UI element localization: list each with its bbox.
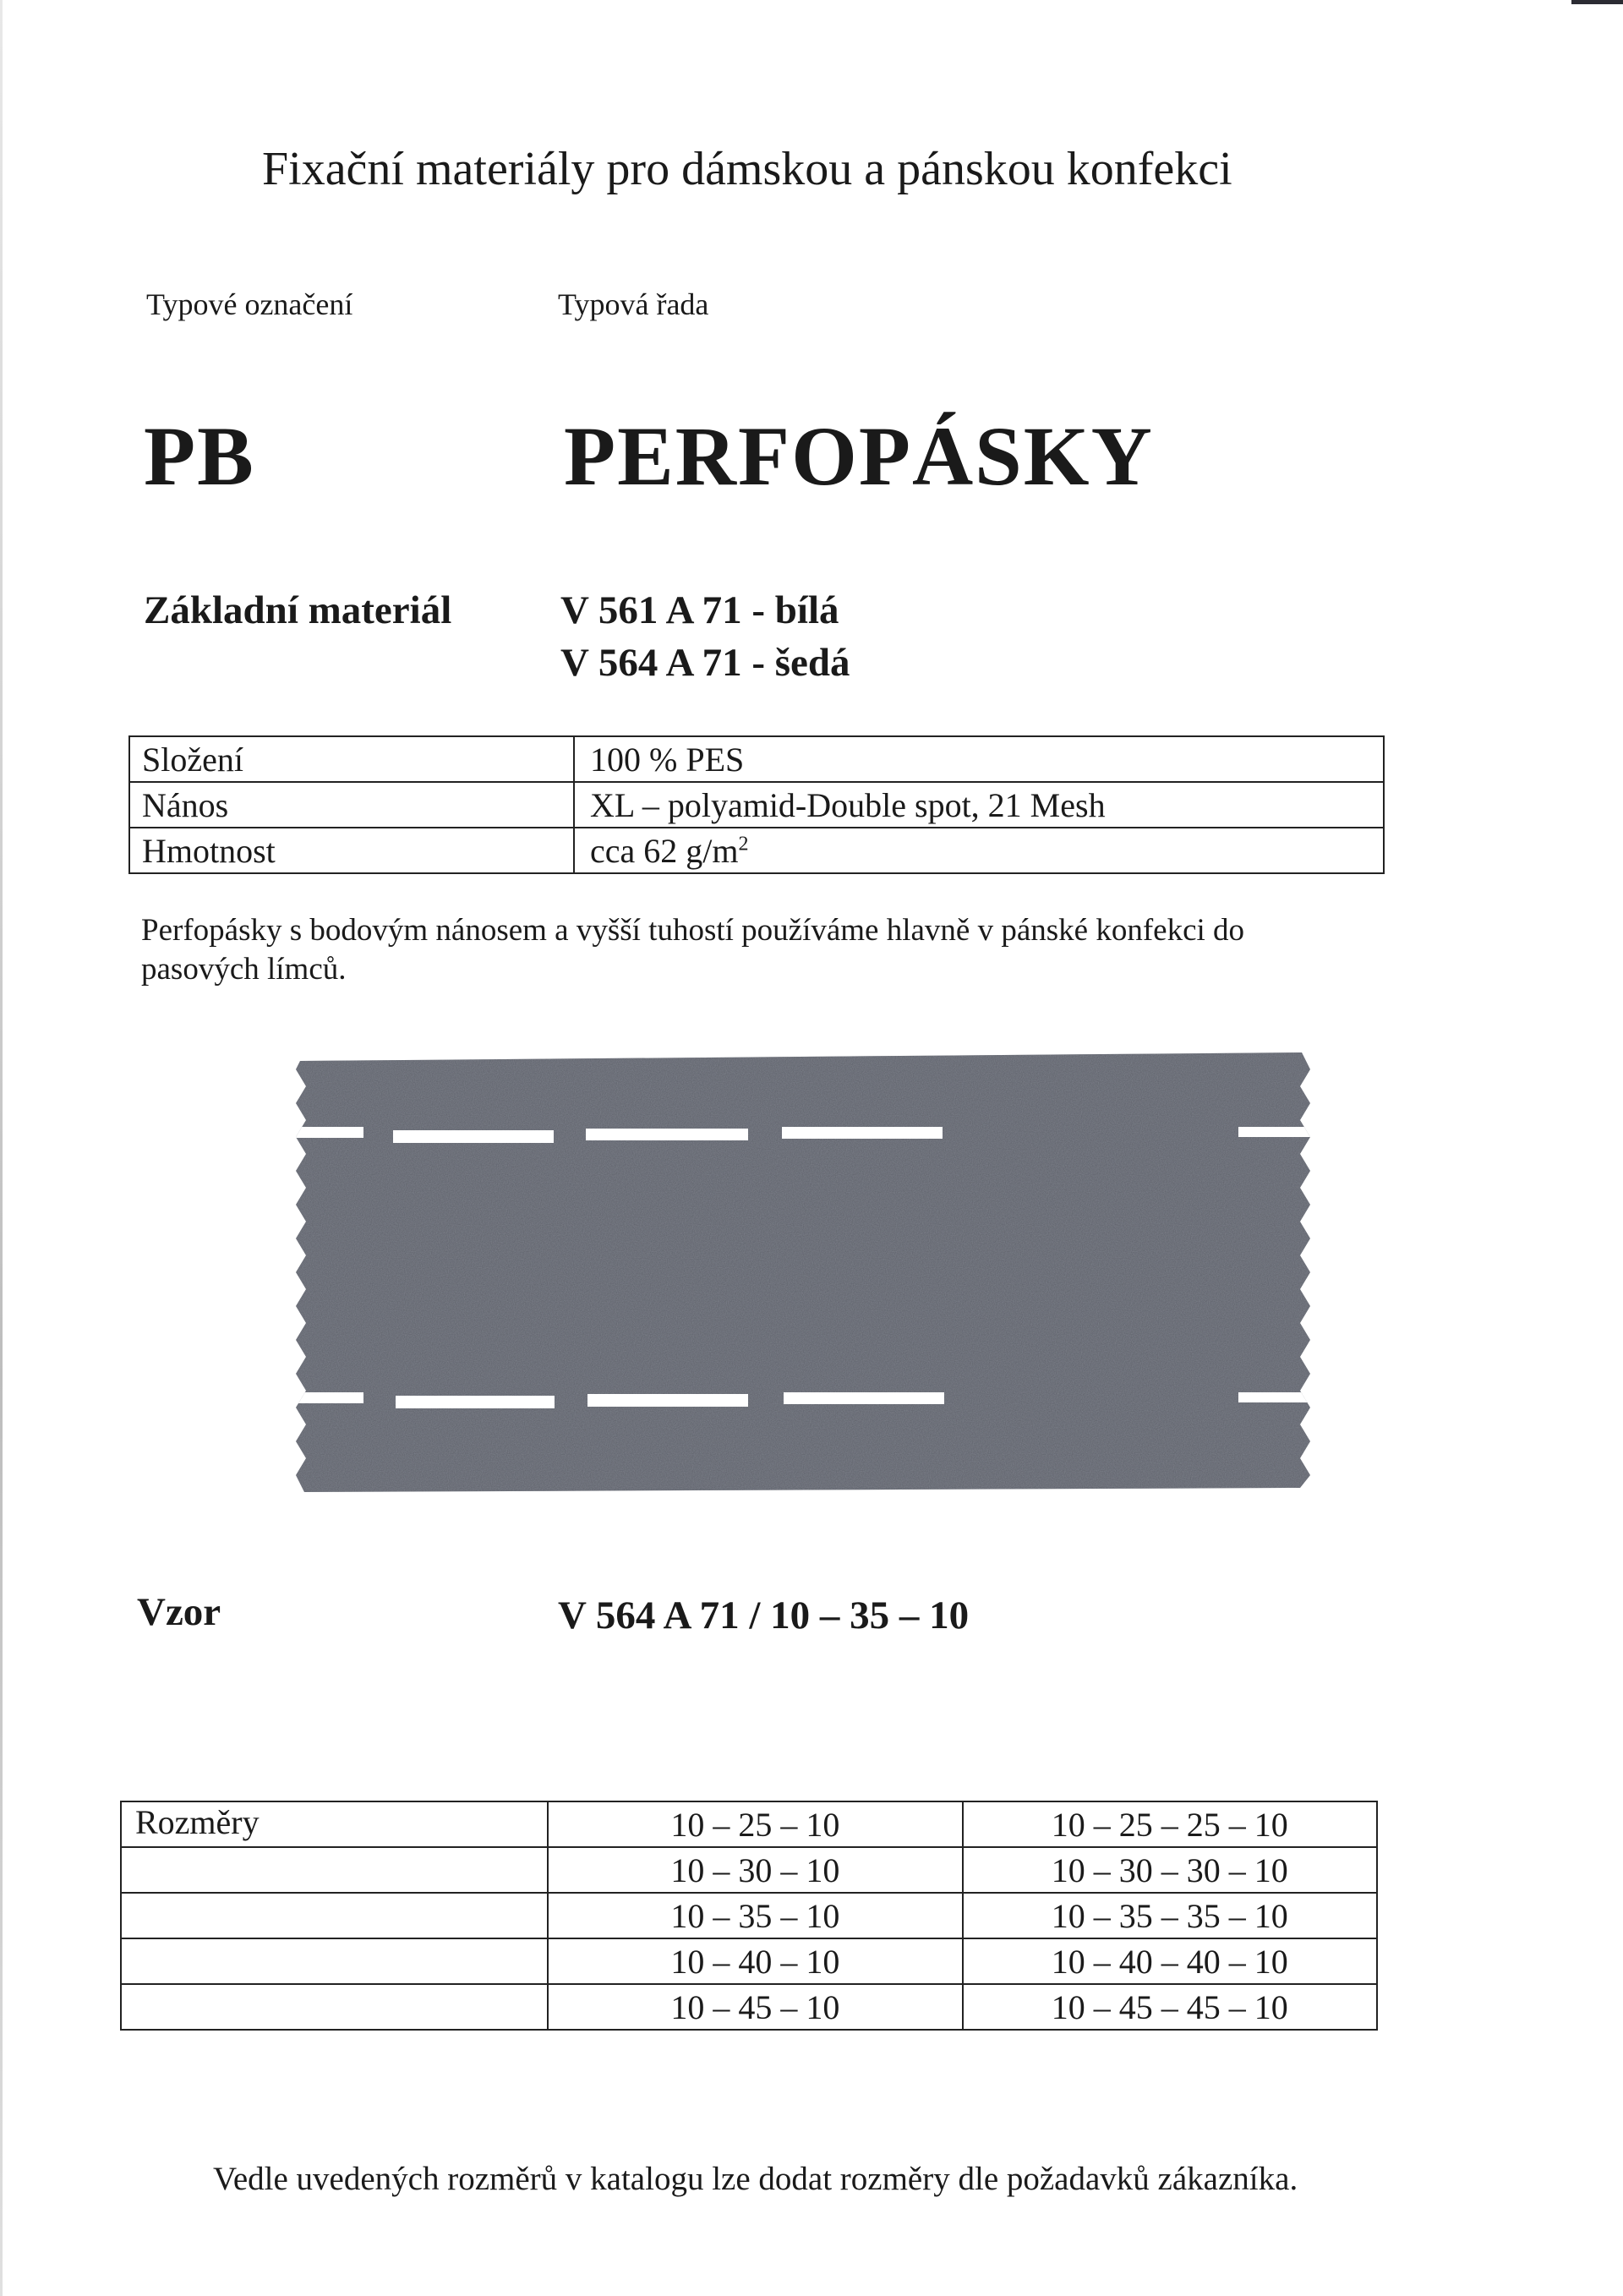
dimension-triple: 10 – 40 – 10 [548,1938,962,1984]
sample-code: V 564 A 71 / 10 – 35 – 10 [558,1594,970,1637]
dimension-triple: 10 – 30 – 10 [548,1847,962,1893]
sample-label: Vzor [137,1590,221,1634]
dimension-quad: 10 – 35 – 35 – 10 [963,1893,1377,1938]
spec-row [129,782,1384,828]
document-title: Fixační materiály pro dámskou a pánskou konfekci [262,143,1232,195]
spec-table [128,735,1385,874]
dimensions-label: Rozměry [121,1801,548,1847]
type-label: Typové označení [146,287,353,321]
dimension-quad: 10 – 40 – 40 – 10 [963,1938,1377,1984]
dimension-triple: 10 – 25 – 10 [548,1801,962,1847]
spec-key: Nános [129,782,574,828]
base-material-2: V 564 A 71 - šedá [560,641,850,685]
spec-value-weight [574,828,1384,873]
type-code: PB [144,409,255,503]
scan-edge [0,0,3,2296]
spec-key: Hmotnost [129,828,574,873]
sample-swatch-image [283,1052,1321,1492]
dimension-row [121,1801,1377,1847]
weight-value: cca 62 g/m [590,831,739,870]
dimension-quad: 10 – 45 – 45 – 10 [963,1984,1377,2030]
spec-key: Složení [129,736,574,782]
spec-value: XL – polyamid-Double spot, 21 Mesh [574,782,1384,828]
spec-row [129,736,1384,782]
dimensions-table [120,1801,1378,2031]
spec-value: 100 % PES [574,736,1384,782]
series-name: PERFOPÁSKY [564,409,1154,503]
dimension-triple: 10 – 35 – 10 [548,1893,962,1938]
description: Perfopásky s bodovým nánosem a vyšší tuhostí používáme hlavně v pánské konfekci do pasových límců. [141,913,1245,987]
dimension-row [121,1893,1377,1938]
dimension-triple: 10 – 45 – 10 [548,1984,962,2030]
series-label: Typová řada [558,287,709,321]
weight-unit-exponent: 2 [738,833,749,856]
scan-corner-mark [1571,0,1623,4]
base-material-label: Základní materiál [144,588,452,632]
fabric-swatch-icon [283,1052,1321,1492]
base-material-1: V 561 A 71 - bílá [560,588,839,632]
dimension-row [121,1847,1377,1893]
spec-row [129,828,1384,873]
dimension-quad: 10 – 25 – 25 – 10 [963,1801,1377,1847]
dimension-row [121,1938,1377,1984]
footer-note: Vedle uvedených rozměrů v katalogu lze dodat rozměry dle požadavků zákazníka. [213,2161,1298,2197]
dimension-row [121,1984,1377,2030]
dimension-quad: 10 – 30 – 30 – 10 [963,1847,1377,1893]
